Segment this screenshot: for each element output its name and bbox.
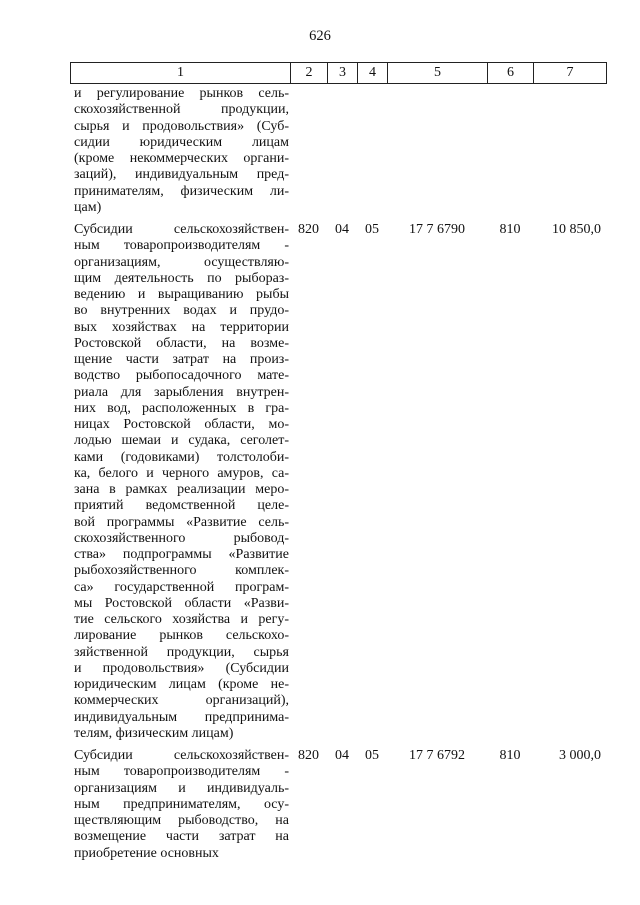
table-row (70, 222, 606, 742)
header-col-2: 2 (291, 63, 328, 84)
description-line: коммерческих организаций), (74, 693, 289, 709)
amount: 3 000,0 (559, 748, 601, 763)
description-line: скохозяйственного рыбовод- (74, 530, 289, 546)
description-line: ным товаропроизводителям - (74, 764, 289, 780)
description-line: организациям, осуществляю- (74, 254, 289, 270)
amount: 10 850,0 (552, 222, 601, 237)
description-line: телям, физическим лицам) (74, 725, 234, 741)
target-article-code: 17 7 6792 (409, 748, 465, 763)
description-line: Субсидии сельскохозяйствен- (74, 222, 289, 237)
description-line: организациям и индивидуаль- (74, 780, 289, 796)
admin-code: 820 (298, 222, 319, 237)
admin-code: 820 (298, 748, 319, 763)
section-code: 04 (335, 748, 349, 763)
description-line: скохозяйственной продукции, (74, 102, 289, 118)
description-line: мы Ростовской области «Разви- (74, 595, 289, 611)
description-line: вых хозяйствах на территории (74, 319, 289, 335)
header-col-4: 4 (358, 63, 388, 84)
description-line: (кроме некоммерческих органи- (74, 151, 289, 166)
description-line: и регулирование рынков сель- (74, 86, 289, 101)
description-line: ществляющим рыбоводство, на (74, 813, 289, 828)
description-line: цам) (74, 199, 102, 215)
row-description (70, 86, 289, 216)
table-row (70, 748, 606, 862)
description-line: вой программы «Развитие сель- (74, 514, 289, 530)
description-line: са» государственной програм- (74, 579, 289, 595)
description-line: юридическим лицам (кроме не- (74, 677, 289, 692)
description-line: риала для зарыбления внутрен- (74, 384, 289, 400)
header-col-3: 3 (328, 63, 358, 84)
description-line: Субсидии сельскохозяйствен- (74, 748, 289, 763)
description-line: сидии юридическим лицам (74, 134, 289, 150)
description-line: ства» подпрограммы «Развитие (74, 547, 289, 562)
header-col-5: 5 (388, 63, 488, 84)
description-line: индивидуальным предпринима- (74, 709, 289, 725)
description-line: Ростовской области, на возме- (74, 335, 289, 351)
expense-type-code: 810 (499, 748, 521, 763)
description-line: зана в рамках реализации меро- (74, 482, 289, 497)
description-line: них вод, расположенных в гра- (74, 400, 289, 416)
description-line: сырья и продовольствия» (Суб- (74, 118, 289, 134)
description-line: щение части затрат на произ- (74, 352, 289, 367)
subsection-code: 05 (365, 748, 379, 763)
description-line: ка, белого и черного амуров, са- (74, 465, 289, 481)
subsection-code: 05 (365, 222, 379, 237)
description-line: рыбохозяйственного комплек- (74, 563, 289, 579)
table-header (70, 62, 607, 84)
description-line: зяйственной продукции, сырья (74, 644, 289, 660)
expense-type-code: 810 (499, 222, 521, 237)
row-description (70, 748, 289, 862)
description-line: водство рыбопосадочного мате- (74, 368, 289, 384)
target-article-code: 17 7 6790 (409, 222, 465, 237)
description-line: ведению и выращиванию рыбы (74, 287, 289, 302)
description-line: ным товаропроизводителям - (74, 238, 289, 254)
table-row (70, 86, 606, 216)
description-line: возмещение части затрат на (74, 829, 289, 845)
section-code: 04 (335, 222, 349, 237)
description-line: тие сельского хозяйства и регу- (74, 612, 289, 627)
table-body (70, 86, 606, 868)
description-line: во внутренних водах и прудо- (74, 303, 289, 319)
header-col-6: 6 (488, 63, 534, 84)
description-line: щим деятельность по рыборaз- (74, 270, 289, 286)
page-number: 626 (309, 28, 331, 44)
description-line: заций), индивидуальным пред- (74, 167, 289, 183)
description-line: ницах Ростовской области, мо- (74, 417, 289, 432)
header-col-1: 1 (71, 63, 291, 84)
row-description (70, 222, 289, 742)
description-line: принимателям, физическим ли- (74, 183, 289, 199)
description-line: ками (годовиками) толстолоби- (74, 449, 289, 465)
description-line: приятий ведомственной целе- (74, 498, 289, 514)
description-line: и продовольствия» (Субсидии (74, 660, 289, 676)
header-row (71, 63, 607, 84)
description-line: приобретение основных (74, 845, 219, 861)
description-line: лодью шемаи и судака, сеголет- (74, 433, 289, 449)
description-line: лирование рынков сельскохо- (74, 628, 289, 644)
description-line: ным предпринимателям, осу- (74, 796, 289, 812)
header-col-7: 7 (534, 63, 607, 84)
